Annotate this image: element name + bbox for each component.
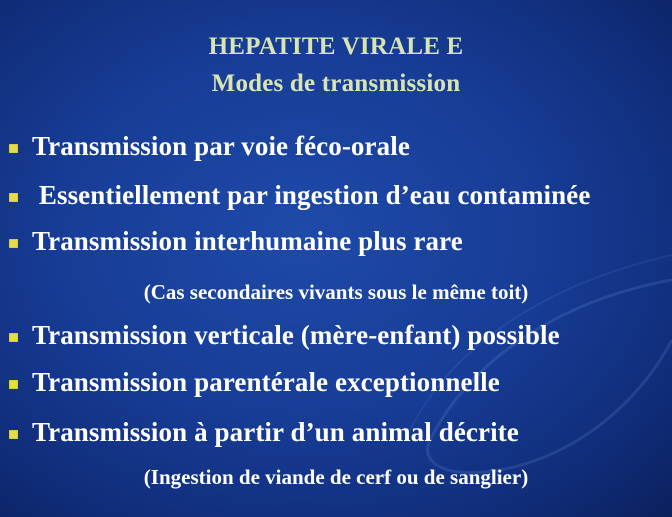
- bullet-item: [9, 226, 669, 257]
- bullet-text: Transmission parentérale exceptionnelle: [32, 367, 500, 397]
- bullet-text: Transmission interhumaine plus rare: [32, 226, 463, 256]
- square-bullet-icon: [9, 144, 18, 153]
- square-bullet-icon: [9, 193, 18, 202]
- bullet-text: Essentiellement par ingestion d’eau contaminée: [32, 180, 591, 210]
- bullet-note: (Ingestion de viande de cerf ou de sanglier): [143, 465, 529, 489]
- square-bullet-icon: [9, 380, 18, 389]
- bullet-text: Transmission à partir d’un animal décrite: [32, 417, 519, 447]
- bullet-text: Transmission par voie féco-orale: [32, 131, 410, 161]
- bullet-text: Transmission verticale (mère-enfant) possible: [32, 320, 560, 350]
- bullet-note: (Cas secondaires vivants sous le même toit): [143, 280, 529, 304]
- square-bullet-icon: [9, 333, 18, 342]
- slide-title: HEPATITE VIRALE E: [208, 33, 464, 60]
- bullet-item: [9, 131, 669, 162]
- square-bullet-icon: [9, 239, 18, 248]
- slide-subtitle: Modes de transmission: [211, 70, 461, 97]
- bullet-item: [9, 417, 669, 448]
- square-bullet-icon: [9, 430, 18, 439]
- bullet-item: [9, 367, 669, 398]
- bullet-item: [9, 180, 669, 211]
- bullet-item: [9, 320, 669, 351]
